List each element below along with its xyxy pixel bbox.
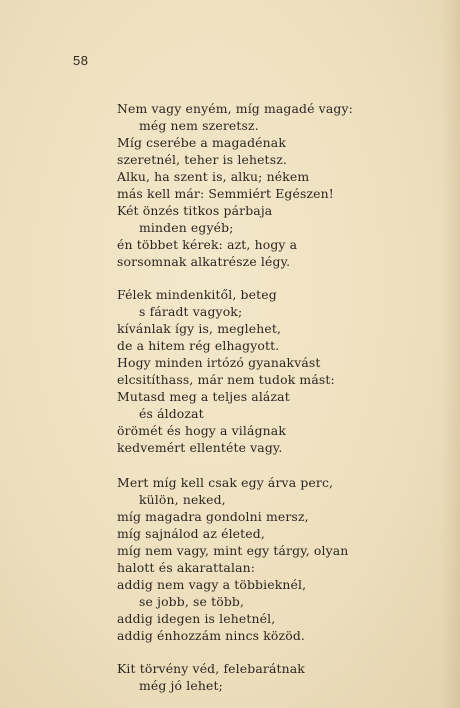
poem-line: míg nem vagy, mint egy tárgy, olyan [117,543,349,558]
page-edge-shadow [442,0,460,708]
poem-line: kedvemért ellentéte vagy. [117,440,283,455]
stanza-break [117,456,447,474]
poem-line: külön, neked, [139,492,226,507]
poem-line: se jobb, se több, [139,594,245,609]
poem-line: elcsitíthass, már nem tudok mást: [117,372,335,387]
page-number: 58 [73,53,89,68]
poem-line: addig énhozzám nincs közöd. [117,628,306,643]
poem-line: Míg cserébe a magadénak [117,135,286,150]
stanza [117,660,447,694]
poem-line: Kit törvény véd, felebarátnak [117,661,305,676]
stanza [117,474,447,644]
poem-line: minden egyéb; [139,220,234,235]
poem-line: addig idegen is lehetnél, [117,611,276,626]
poem-line: Nem vagy enyém, míg magadé vagy: [117,101,353,116]
poem-line: Alku, ha szent is, alku; nékem [117,169,310,184]
poem-line: más kell már: Semmiért Egészen! [117,186,334,201]
poem-line: s fáradt vagyok; [139,304,243,319]
stanza [117,286,447,456]
stanza [117,100,447,270]
poem-line: Mutasd meg a teljes alázat [117,389,290,404]
poem-line: örömét és hogy a világnak [117,423,286,438]
poem-line: addig nem vagy a többieknél, [117,577,307,592]
poem-line: én többet kérek: azt, hogy a [117,237,298,252]
stanza-break [117,270,447,286]
poem-line: kívánlak így is, meglehet, [117,321,282,336]
poem-line: míg sajnálod az életed, [117,526,265,541]
poem-line: de a hitem rég elhagyott. [117,338,280,353]
poem-line: és áldozat [139,406,204,421]
poem-line: Mert míg kell csak egy árva perc, [117,475,334,490]
stanza-break [117,644,447,660]
poem-line: Két önzés titkos párbaja [117,203,273,218]
poem-line: sorsomnak alkatrésze légy. [117,254,291,269]
poem-line: szeretnél, teher is lehetsz. [117,152,287,167]
poem-line: Félek mindenkitől, beteg [117,287,277,302]
poem-line: halott és akarattalan: [117,560,256,575]
poem-line: még jó lehet; [139,678,223,693]
poem-line: míg magadra gondolni mersz, [117,509,309,524]
poem-line: még nem szeretsz. [139,118,259,133]
poem-line: Hogy minden irtózó gyanakvást [117,355,321,370]
poem [117,100,447,694]
